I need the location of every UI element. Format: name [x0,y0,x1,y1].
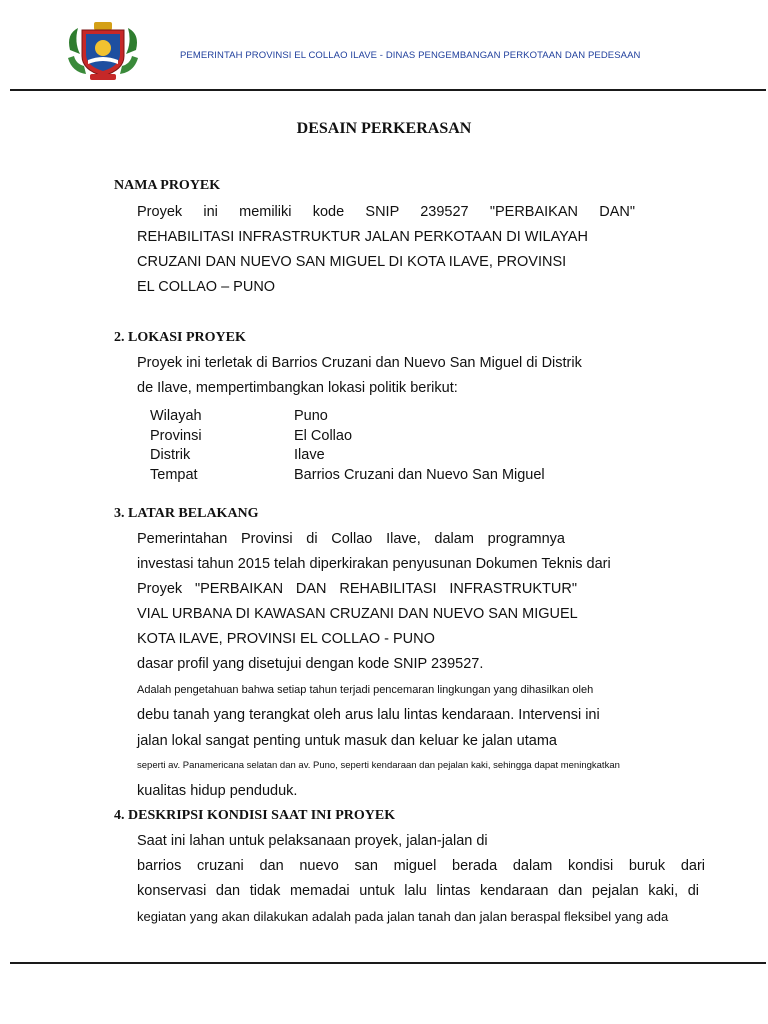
paragraph-line: debu tanah yang terangkat oleh arus lalu lintas kendaraan. Intervensi ini [137,707,600,723]
paragraph-line: CRUZANI DAN NUEVO SAN MIGUEL DI KOTA ILAVE, PROVINSI [137,254,567,270]
location-value: Ilave [294,447,325,463]
paragraph-line: barrios cruzani dan nuevo san miguel berada dalam kondisi buruk dari [137,858,705,874]
paragraph-line: REHABILITASI INFRASTRUKTUR JALAN PERKOTAAN DI WILAYAH [137,229,588,245]
paragraph-line: Proyek "PERBAIKAN DAN REHABILITASI INFRASTRUKTUR" [137,581,577,597]
paragraph-line: Adalah pengetahuan bahwa setiap tahun terjadi pencemaran lingkungan yang dihasilkan oleh [137,684,594,696]
paragraph-line: dasar profil yang disetujui dengan kode SNIP 239527. [137,656,484,672]
footer-rule [10,962,766,964]
paragraph-line: de Ilave, mempertimbangkan lokasi politik berikut: [137,380,458,396]
location-key: Distrik [150,447,191,463]
paragraph-line: Saat ini lahan untuk pelaksanaan proyek, jalan-jalan di [137,833,488,849]
paragraph-line: Proyek ini memiliki kode SNIP 239527 "PERBAIKAN DAN" [137,204,635,220]
paragraph-line: kegiatan yang akan dilakukan adalah pada jalan tanah dan jalan beraspal fleksibel yang ada [137,909,669,924]
paragraph-line: kualitas hidup penduduk. [137,783,298,799]
paragraph-line: Pemerintahan Provinsi di Collao Ilave, dalam programnya [137,531,565,547]
paragraph-line: KOTA ILAVE, PROVINSI EL COLLAO - PUNO [137,631,435,647]
document-title: DESAIN PERKERASAN [296,120,472,137]
paragraph-line: VIAL URBANA DI KAWASAN CRUZANI DAN NUEVO SAN MIGUEL [137,606,578,622]
section-heading-lokasi-proyek: 2. LOKASI PROYEK [114,330,246,345]
header-rule [10,89,766,91]
location-value: El Collao [294,427,353,444]
section-heading-latar-belakang: 3. LATAR BELAKANG [114,506,259,521]
paragraph-line: jalan lokal sangat penting untuk masuk dan keluar ke jalan utama [137,733,557,749]
section-heading-nama-proyek: NAMA PROYEK [114,178,221,193]
location-value: Barrios Cruzani dan Nuevo San Miguel [294,466,545,483]
location-key: Provinsi [150,427,202,444]
header-agency: PEMERINTAH PROVINSI EL COLLAO ILAVE - DINAS PENGEMBANGAN PERKOTAAN DAN PEDESAAN [180,50,641,61]
coat-of-arms-logo [64,20,142,82]
location-key: Wilayah [150,408,202,424]
location-value: Puno [294,408,328,424]
paragraph-line: Proyek ini terletak di Barrios Cruzani dan Nuevo San Miguel di Distrik [137,355,582,371]
location-key: Tempat [150,466,198,483]
paragraph-line: investasi tahun 2015 telah diperkirakan penyusunan Dokumen Teknis dari [137,556,611,572]
paragraph-line: seperti av. Panamericana selatan dan av. Puno, seperti kendaraan dan pejalan kaki, sehingga dapat meningkatkan [137,760,620,771]
paragraph-line: konservasi dan tidak memadai untuk lalu lintas kendaraan dan pejalan kaki, di [137,883,699,899]
section-heading-deskripsi-kondisi: 4. DESKRIPSI KONDISI SAAT INI PROYEK [114,808,396,823]
paragraph-line: EL COLLAO – PUNO [137,279,276,295]
